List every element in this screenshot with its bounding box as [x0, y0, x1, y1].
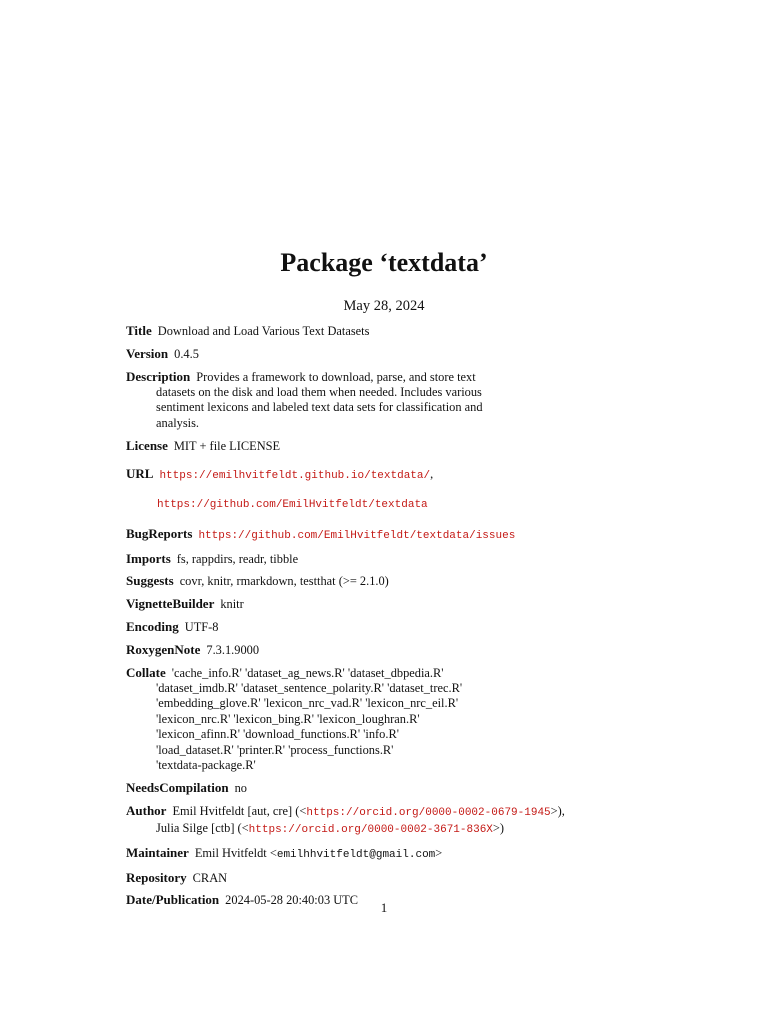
field-value: no — [234, 780, 247, 795]
field-collate — [126, 665, 646, 774]
maintainer-name: Emil Hvitfeldt < — [194, 845, 277, 860]
field-url — [126, 466, 646, 514]
field-maintainer — [126, 845, 646, 863]
field-value: Download and Load Various Text Datasets — [157, 324, 370, 338]
field-label: License — [126, 437, 168, 453]
author-text: Julia Silge [ctb] (< — [156, 821, 249, 836]
field-value-line: 'textdata-package.R' — [156, 758, 256, 773]
field-bugreports — [126, 526, 646, 544]
author-text: >) — [492, 821, 505, 836]
field-value-line: 'embedding_glove.R' 'lexicon_nrc_vad.R' 'lexicon_nrc_eil.R' — [156, 696, 459, 711]
field-imports — [126, 551, 646, 567]
field-label: Maintainer — [126, 844, 189, 860]
field-value: covr, knitr, rmarkdown, testthat (>= 2.1.0) — [179, 574, 389, 589]
field-roxygennote — [126, 642, 646, 658]
url-separator: , — [430, 467, 434, 482]
bugreports-link[interactable]: https://github.com/EmilHvitfeldt/textdata/issues — [198, 529, 516, 542]
field-value-line: sentiment lexicons and labeled text data sets for classification and — [156, 400, 483, 415]
field-version — [126, 346, 646, 362]
field-value: 7.3.1.9000 — [206, 642, 260, 657]
field-value: 2024-05-28 20:40:03 UTC — [225, 893, 359, 908]
field-needscompilation — [126, 780, 646, 796]
field-value: knitr — [220, 597, 244, 612]
field-label: Description — [126, 368, 191, 384]
field-label: URL — [126, 466, 154, 482]
field-label: BugReports — [126, 525, 193, 541]
field-value-line: Provides a framework to download, parse, and store text — [196, 369, 476, 384]
field-label: Imports — [126, 550, 171, 566]
orcid-link[interactable]: https://orcid.org/0000-0002-0679-1945 — [306, 806, 551, 819]
field-description — [126, 369, 646, 432]
url-link[interactable]: https://emilhvitfeldt.github.io/textdata/ — [159, 470, 431, 483]
field-repository — [126, 870, 646, 886]
field-value-line: 'lexicon_afinn.R' 'download_functions.R' 'info.R' — [156, 727, 399, 742]
orcid-link[interactable]: https://orcid.org/0000-0002-3671-836X — [248, 824, 493, 837]
field-label: Repository — [126, 869, 187, 885]
author-text: >), — [550, 803, 565, 818]
field-value: 0.4.5 — [174, 346, 199, 361]
field-license — [126, 438, 646, 454]
field-label: RoxygenNote — [126, 641, 201, 657]
field-title — [126, 323, 646, 339]
url-link[interactable]: https://github.com/EmilHvitfeldt/textdata — [157, 499, 428, 512]
field-encoding — [126, 619, 646, 635]
maintainer-close: > — [435, 845, 443, 860]
field-label: Suggests — [126, 573, 174, 589]
page-title: Package ‘textdata’ — [280, 248, 488, 277]
field-value: CRAN — [192, 870, 228, 885]
field-value: UTF-8 — [184, 620, 219, 635]
field-label: Author — [126, 802, 167, 818]
field-label: Title — [126, 323, 152, 338]
field-value-line: analysis. — [156, 415, 200, 430]
field-suggests — [126, 573, 646, 589]
page-date: May 28, 2024 — [343, 298, 425, 314]
field-label: Encoding — [126, 619, 179, 635]
author-text: Emil Hvitfeldt [aut, cre] (< — [172, 803, 307, 818]
field-label: Version — [126, 345, 169, 361]
description-fields — [126, 323, 646, 915]
field-label: Date/Publication — [126, 892, 220, 908]
field-value-line: 'lexicon_nrc.R' 'lexicon_bing.R' 'lexicon_loughran.R' — [156, 711, 420, 726]
field-label: Collate — [126, 664, 166, 680]
field-author — [126, 803, 646, 839]
field-value: MIT + file LICENSE — [173, 438, 281, 453]
field-value-line: 'cache_info.R' 'dataset_ag_news.R' 'dataset_dbpedia.R' — [171, 665, 444, 680]
field-value-line: datasets on the disk and load them when needed. Includes various — [156, 385, 482, 399]
field-value: fs, rappdirs, readr, tibble — [176, 551, 299, 566]
field-value-line: 'dataset_imdb.R' 'dataset_sentence_polarity.R' 'dataset_trec.R' — [156, 681, 463, 696]
page-number: 1 — [380, 900, 388, 915]
field-label: NeedsCompilation — [126, 779, 229, 795]
field-label: VignetteBuilder — [126, 596, 215, 612]
field-vignettebuilder — [126, 596, 646, 612]
field-value-line: 'load_dataset.R' 'printer.R' 'process_functions.R' — [156, 742, 394, 757]
maintainer-email[interactable]: emilhhvitfeldt@gmail.com — [276, 848, 436, 861]
